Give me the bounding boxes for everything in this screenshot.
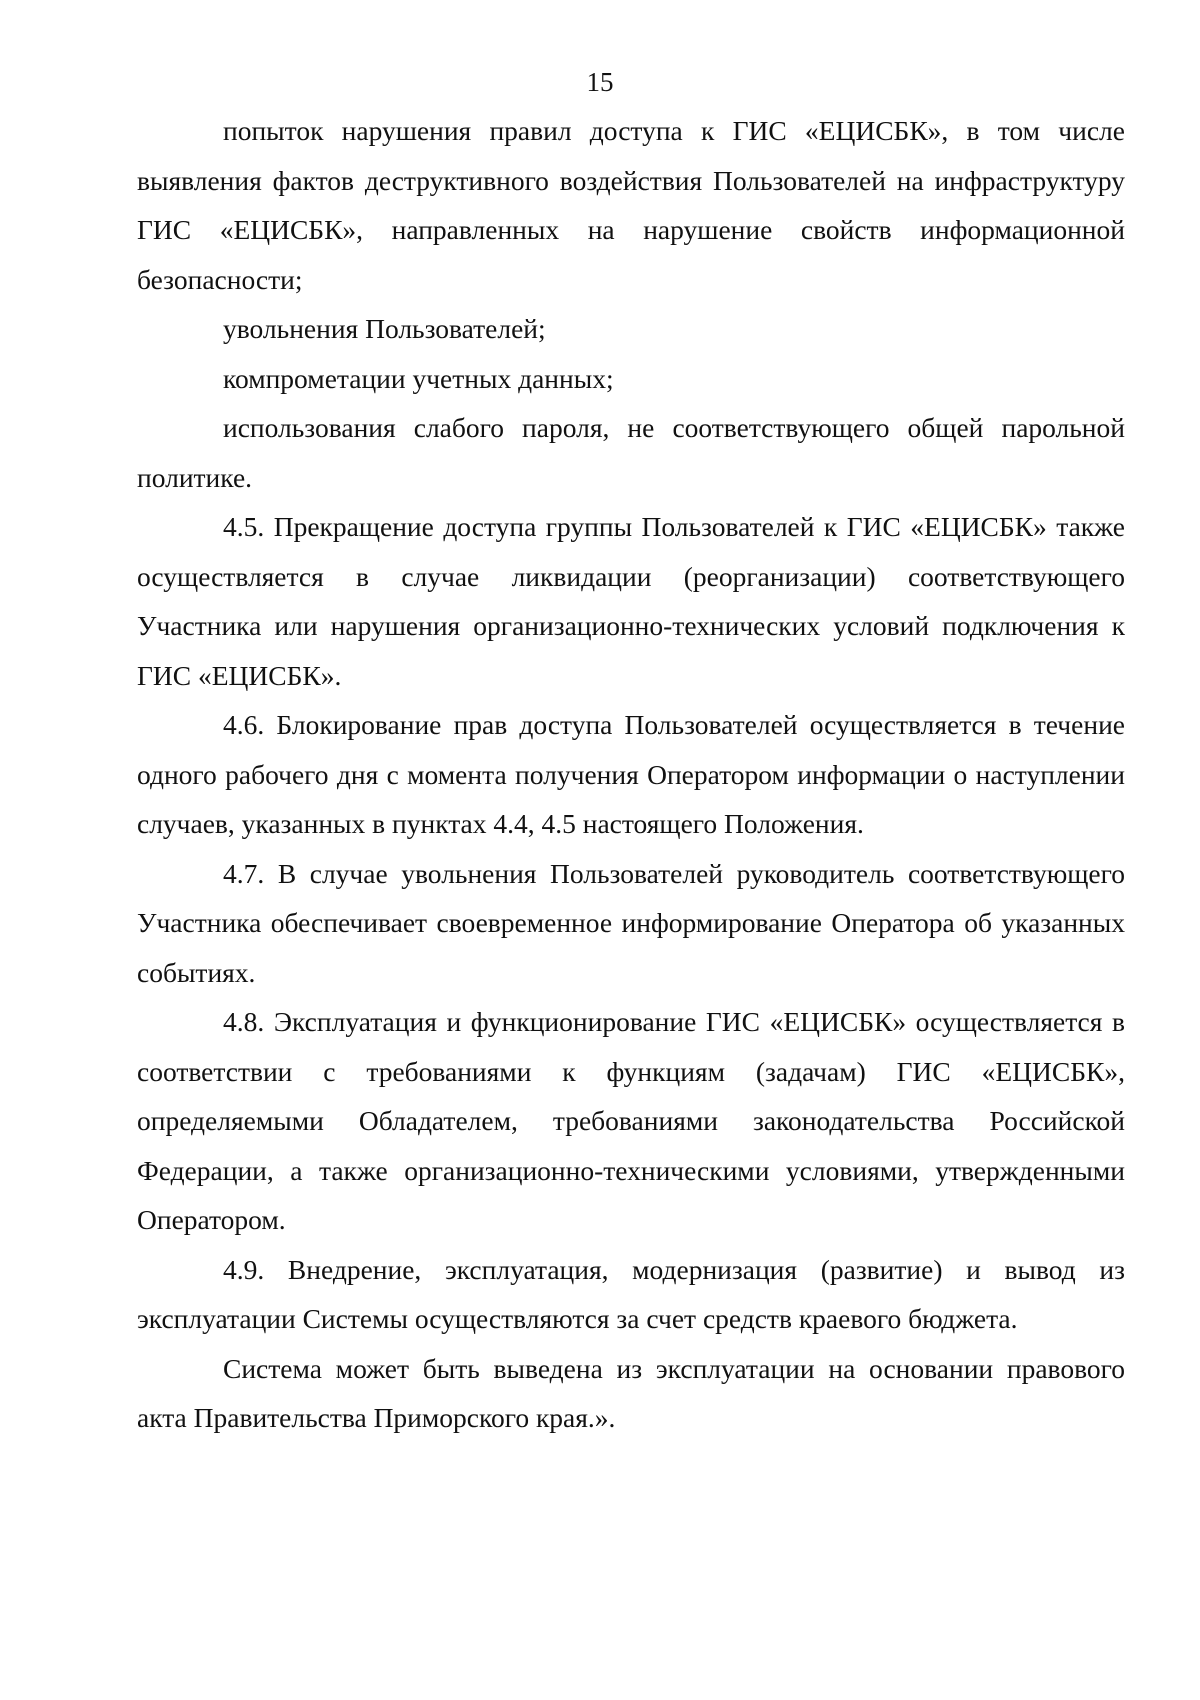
paragraph-4-8: 4.8. Эксплуатация и функционирование ГИС «ЕЦИСБК» осуществляется в соответствии с требованиями к функциям (задачам) ГИС «ЕЦИСБК», определяемыми Обладателем, требованиями законодательства Российской Федерации, а также организационно-техническими условиями, утвержденными Оператором. — [137, 1006, 1125, 1235]
paragraph-continuation: попыток нарушения правил доступа к ГИС «ЕЦИСБК», в том числе выявления фактов деструктивного воздействия Пользователей на инфраструктуру ГИС «ЕЦИСБК», направленных на нарушение свойств информационной безопасности; — [137, 115, 1125, 295]
document-body — [137, 106, 1125, 1443]
paragraph-4-7: 4.7. В случае увольнения Пользователей руководитель соответствующего Участника обеспечивает своевременное информирование Оператора об указанных событиях. — [137, 857, 1125, 988]
paragraph-dismissal: увольнения Пользователей; — [223, 313, 546, 344]
paragraph-weak-password: использования слабого пароля, не соответствующего общей парольной политике. — [137, 412, 1125, 493]
paragraph-4-5: 4.5. Прекращение доступа группы Пользователей к ГИС «ЕЦИСБК» также осуществляется в случае ликвидации (реорганизации) соответствующего Участника или нарушения организационно-технических условий подключения к ГИС «ЕЦИСБК». — [137, 511, 1125, 691]
paragraph-compromise: компрометации учетных данных; — [223, 362, 614, 394]
paragraph-4-9: 4.9. Внедрение, эксплуатация, модернизация (развитие) и вывод из эксплуатации Системы осуществляются за счет средств краевого бюджета. — [137, 1253, 1125, 1334]
paragraph-decommission: Система может быть выведена из эксплуатации на основании правового акта Правительства Приморского края.». — [137, 1352, 1125, 1433]
paragraph-4-6: 4.6. Блокирование прав доступа Пользователей осуществляется в течение одного рабочего дня с момента получения Оператором информации о наступлении случаев, указанных в пунктах 4.4, 4.5 настоящего Положения. — [137, 709, 1125, 839]
page-number: 15 — [586, 67, 614, 97]
